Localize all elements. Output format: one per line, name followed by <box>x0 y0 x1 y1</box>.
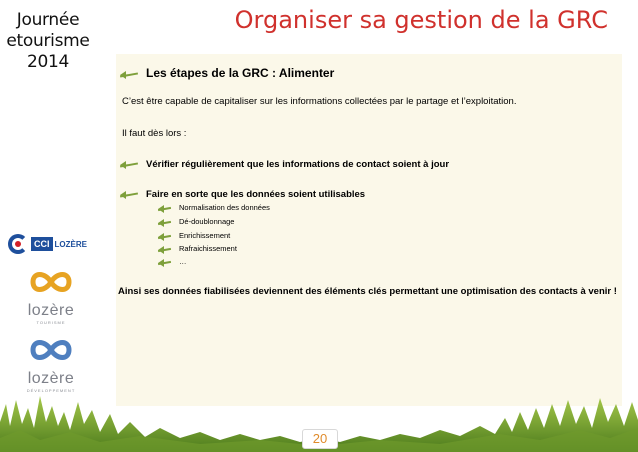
arrow-bullet-icon <box>158 246 171 252</box>
arrow-bullet-icon <box>158 205 171 211</box>
slide-title: Organiser sa gestion de la GRC <box>234 6 608 34</box>
point-1-text: Vérifier régulièrement que les informations de contact soient à jour <box>146 159 450 170</box>
arrow-bullet-icon <box>120 71 138 77</box>
subpoint-text: Enrichissement <box>179 231 231 240</box>
point-2-text: Faire en sorte que les données soient utilisables <box>146 189 366 200</box>
section-heading-text: Les étapes de la GRC : Alimenter <box>146 66 335 80</box>
subpoint-text: Dé-doublonnage <box>179 217 235 226</box>
content-panel <box>116 54 622 406</box>
arrow-bullet-icon <box>120 161 138 167</box>
arrow-bullet-icon <box>120 191 138 197</box>
lozere-tourisme-sub: TOURISME <box>36 320 66 325</box>
subpoint <box>158 244 237 253</box>
arrow-bullet-icon <box>158 219 171 225</box>
subpoint <box>158 257 187 266</box>
lozere-tourisme-name: lozère <box>27 302 75 319</box>
lozere-developpement-name: lozère <box>27 370 75 387</box>
event-title-line-3: 2014 <box>26 52 70 72</box>
cci-logo-icon <box>8 234 28 254</box>
cci-logo-box: CCI <box>31 237 53 251</box>
arrow-bullet-icon <box>158 259 171 265</box>
lozere-developpement-sub: DÉVELOPPEMENT <box>26 388 76 393</box>
event-title-line-2: etourisme <box>6 31 90 51</box>
arrow-bullet-icon <box>158 233 171 239</box>
conclusion-text: Ainsi ses données fiabilisées deviennent des éléments clés permettant une optimisation des contacts à venir ! <box>118 286 617 297</box>
subpoint <box>158 217 234 226</box>
event-title <box>4 10 92 73</box>
lozere-tourisme-logo <box>18 266 84 325</box>
subpoint-text: Rafraichissement <box>179 244 237 253</box>
point-1 <box>120 159 449 170</box>
lozere-tourisme-swoosh-icon <box>27 266 75 298</box>
page-number: 20 <box>302 429 338 449</box>
section-heading <box>120 66 334 80</box>
cci-logo-text: LOZÈRE <box>54 239 87 249</box>
event-title-line-1: Journée <box>16 10 80 30</box>
point-2 <box>120 189 365 200</box>
subpoint <box>158 203 270 212</box>
subpoint-text: Normalisation des données <box>179 203 270 212</box>
subpoint <box>158 231 230 240</box>
lozere-developpement-swoosh-icon <box>27 334 75 366</box>
cci-lozere-logo <box>8 234 94 254</box>
subpoint-text: … <box>179 257 187 266</box>
lead-text: Il faut dès lors : <box>122 128 187 139</box>
intro-text: C’est être capable de capitaliser sur les informations collectées par le partage et l’exploitation. <box>122 96 517 107</box>
